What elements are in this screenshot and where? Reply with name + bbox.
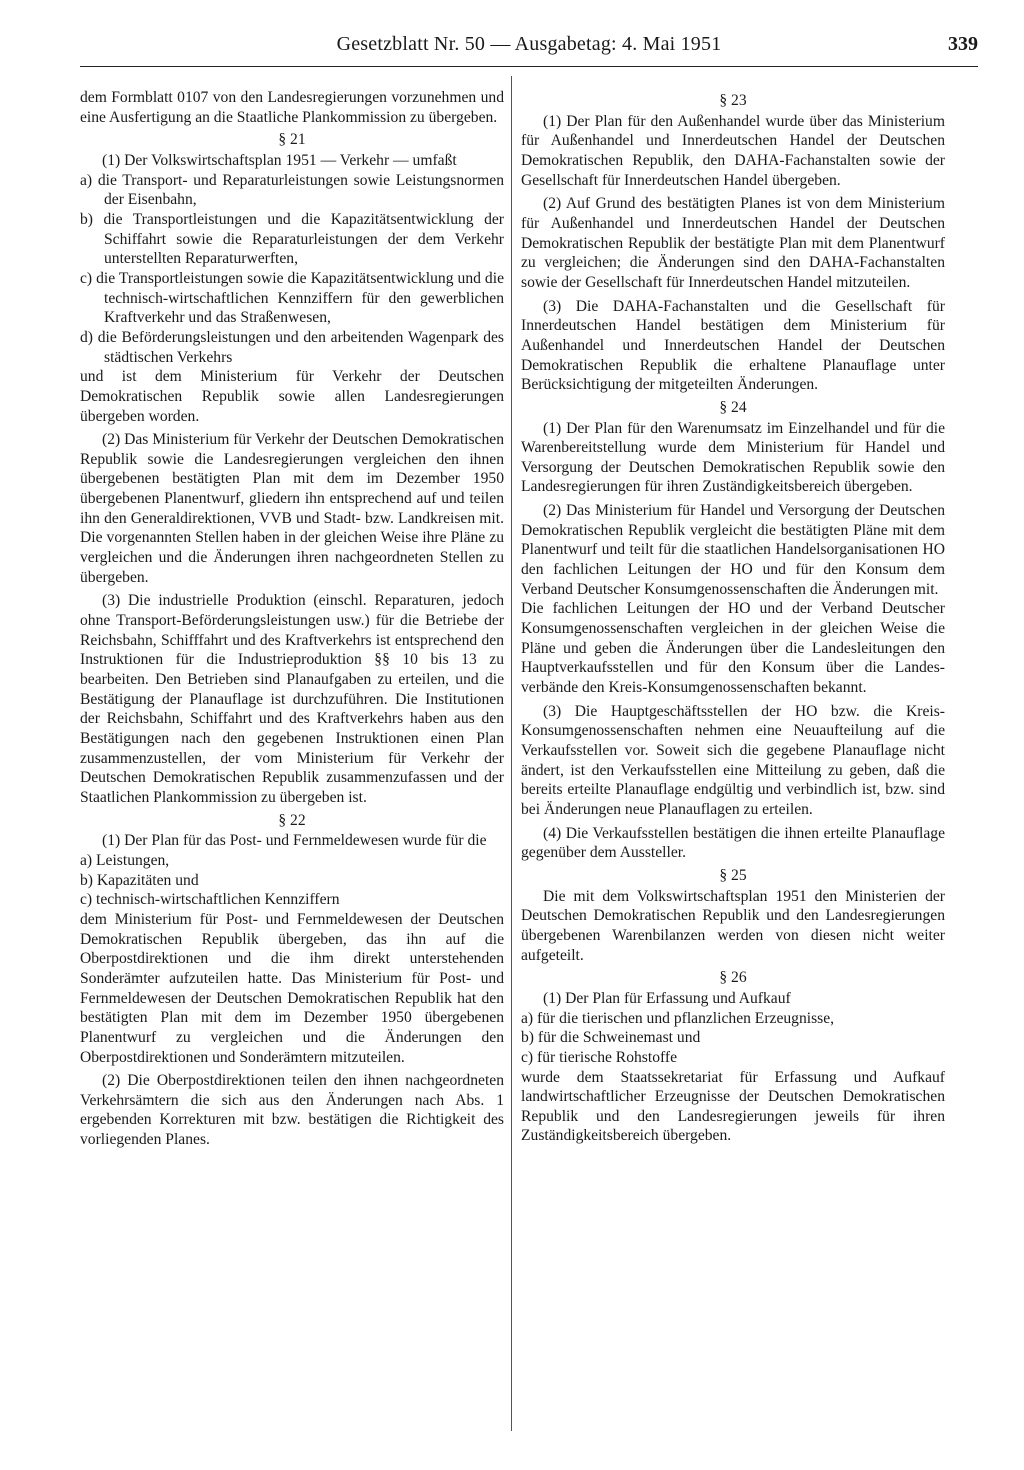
page-header [80,30,978,67]
column-divider [511,76,512,1431]
s26-item-c: c) für tierische Rohstoffe [521,1048,678,1066]
gazette-title: Gesetzblatt Nr. 50 — Ausgabetag: 4. Mai 1951 [336,33,722,55]
s22-p1-intro: (1) Der Plan für das Post- und Fernmeldewesen wurde für die [102,832,487,850]
s23-p3: (3) Die DAHA-Fachanstalten und die Gesellschaft für Innerdeutschen Handel bestätigen dem Ministerium für Außenhandel und Innerdeutschen Handel der Deutschen Demokratischen Republik die erhaltene Planauflage unter Berücksichtigung der mitgeteilten Änderungen. [521,297,945,394]
s21-p3: (3) Die industrielle Produktion (einschl. Reparaturen, jedoch ohne Transport-Beförderungsleistungen usw.) für die Betriebe der Reichsbahn, Schifffahrt und des Kraftverkehrs ist entsprechend den Instruktionen für die Industrieproduktion §§ 10 bis 13 zu bearbeiten. Den Betrieben sind Planaufgaben zu erteilen, und die Bestätigung der Planauflage ist durchzuführen. Die Institutionen der Reichsbahn, Schiffahrt und des Kraftverkehrs haben aus den Bestätigungen nach den gegebenen Instruktionen einen Plan zusammenzustellen, der vom Ministerium für Verkehr der Deutschen Demokratischen Republik zusammenzufassen und der Staatlichen Plankommission zu übergeben ist. [80,592,504,806]
s21-p1-outro: und ist dem Ministerium für Verkehr der Deutschen Demokratischen Republik sowie allen Landesregierungen übergeben worden. [80,368,504,425]
s24-p4: (4) Die Verkaufsstellen bestätigen die ihnen erteilte Planauflage gegenüber dem Aussteller. [521,824,945,862]
paragraph-continuation: dem Formblatt 0107 von den Landesregierungen vorzunehmen und eine Ausfertigung an die Staatliche Plankommission zu übergeben. [80,89,504,126]
s24-p2: (2) Das Ministerium für Handel und Versorgung der Deutschen Demokratischen Republik vergleicht die bestätigten Pläne mit dem Planentwurf und teilt für die staatlichen Handelsorganisationen HO den fachlichen Leitungen der HO und für den Konsum dem Verband Deutscher Konsumgenossenschaften die Änderungen mit. [521,502,945,598]
s21-item-c: c) die Transportleistungen sowie die Kapazitätsentwicklung und die technisch-wirtschaftlichen Kennziffern für den gewerblichen Kraftverkehr und das Straßenwesen, [80,269,504,327]
s26-p1-intro: (1) Der Plan für Erfassung und Aufkauf [543,989,791,1007]
s21-item-a: a) die Transport- und Reparaturleistungen sowie Leistungsnormen der Eisenbahn, [80,171,504,209]
section-heading-22: § 22 [278,811,306,829]
s24-p2-cont: Die fachlichen Leitungen der HO und der Verband Deutscher Konsumgenossenschaften vergleichen in der gleichen Weise die Pläne und geben die Änderungen über die Landesleitungen den Hauptverkaufsstellen und für den Konsum über die Landesverbände den Kreis-Konsumgenossenschaften bekannt. [521,600,945,697]
s21-item-b: b) die Transportleistungen und die Kapazitätsentwicklung der Schiffahrt sowie die Reparaturleistungen der dem Verkehr unterstellten Reparaturwerften, [80,210,504,268]
s23-p2: (2) Auf Grund des bestätigten Planes ist von dem Ministerium für Außenhandel und Innerdeutschen Handel der Deutschen Demokratischen Republik der bestätigte Plan mit dem Planentwurf zu vergleichen; die Änderungen sind den DAHA-Fachanstalten sowie der Gesellschaft für Innerdeutschen Handel mitzuteilen. [521,195,945,291]
s22-item-b: b) Kapazitäten und [80,871,199,889]
section-heading-26: § 26 [719,969,747,987]
s26-p1-outro: wurde dem Staatssekretariat für Erfassung und Aufkauf landwirtschaftlicher Erzeugnisse der Deutschen Demokratischen Republik und den Landesregierungen jeweils für ihren Zuständigkeitsbereich übergeben. [521,1068,945,1145]
s24-p3: (3) Die Hauptgeschäftsstellen der HO bzw. die Kreis-Konsumgenossenschaften nehmen eine Neuaufteilung auf die Verkaufsstellen vor. Soweit sich die gegebene Planauflage nicht ändert, ist den Verkaufsstellen eine Mitteilung zu geben, daß die bereits erteilte Planauflage endgültig und verbindlich ist, bzw. sind bei Änderungen neue Planauflagen zu erteilen. [521,702,945,818]
s21-p2: (2) Das Ministerium für Verkehr der Deutschen Demokratischen Republik sowie die Landesregierungen vergleichen den ihnen übergebenen bestätigten Plan mit dem im Dezember 1950 übergebenen Planentwurf, gliedern ihn entsprechend auf und teilen ihn den Generaldirektionen, VVB und Stadt- bzw. Landkreisen mit. Die vorgenannten Stellen haben in der gleichen Weise ihre Pläne zu vergleichen und die Änderungen ihren nachgeordneten Stellen zu übergeben. [80,431,504,586]
section-heading-23: § 23 [719,92,747,109]
s25-p1: Die mit dem Volkswirtschaftsplan 1951 den Ministerien der Deutschen Demokratischen Republik und den Landesregierungen übergebenen Warenbilanzen werden von diesen nicht weiter aufgeteilt. [521,887,945,964]
s24-p1: (1) Der Plan für den Warenumsatz im Einzelhandel und für die Warenbereitstellung wurde dem Ministerium für Handel und Versorgung der Deutschen Demokratischen Republik sowie den Landesregierungen für ihren Zuständigkeitsbereich übergeben. [521,419,945,496]
section-heading-21: § 21 [278,131,306,149]
s21-p1-intro: (1) Der Volkswirtschaftsplan 1951 — Verkehr — umfaßt [102,151,457,169]
s22-item-c: c) technisch-wirtschaftlichen Kennziffern [80,891,340,909]
s26-item-b: b) für die Schweinemast und [521,1029,701,1047]
section-heading-24: § 24 [719,398,747,416]
s22-p2: (2) Die Oberpostdirektionen teilen den ihnen nachgeordneten Verkehrsämtern die sich aus den Änderungen nach Abs. 1 ergebenden Korrekturen mit bzw. bestätigen die Richtigkeit des vorliegenden Planes. [80,1072,504,1149]
s22-p1-outro: dem Ministerium für Post- und Fernmeldewesen der Deutschen Demokratischen Republik übergeben, das ihn auf die Oberpostdirektionen und die ihm direkt unterstehenden Sonderämter aufzuteilen hatte. Das Ministerium für Post- und Fernmeldewesen der Deutschen Demokratischen Republik hat den bestätigten Plan mit dem im Dezember 1950 übergebenen Planentwurf zu vergleichen und die Änderungen den Oberpostdirektionen und Sonderämtern mitzuteilen. [80,910,504,1066]
section-heading-25: § 25 [719,866,747,884]
s23-p1: (1) Der Plan für den Außenhandel wurde über das Ministerium für Außenhandel und Innerdeutschen Handel der Deutschen Demokratischen Republik, den DAHA-Fachanstalten sowie der Gesellschaft für Innerdeutschen Handel übergeben. [521,112,945,189]
s22-item-a: a) Leistungen, [80,851,170,869]
page-number: 339 [948,33,978,55]
left-column [80,88,504,1150]
s21-item-d: d) die Beförderungsleistungen und den arbeitenden Wagenpark des städtischen Verkehrs [80,328,504,366]
right-column [521,88,945,1146]
s26-item-a: a) für die tierischen und pflanzlichen Erzeugnisse, [521,1009,835,1027]
